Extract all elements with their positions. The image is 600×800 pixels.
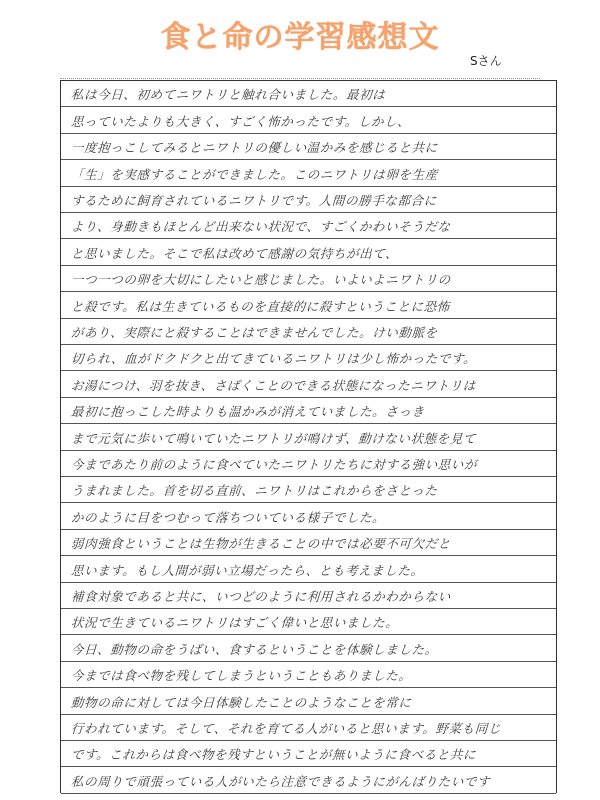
handwritten-line	[61, 345, 556, 371]
handwritten-line	[61, 266, 556, 292]
handwritten-line-text: 今日、動物の命をうばい、食するということを体験しました。	[70, 641, 439, 657]
handwritten-line	[61, 398, 556, 424]
handwritten-line-text: するために飼育されているニワトリです。人間の勝手な都合に	[70, 192, 438, 208]
handwritten-line-text: 切られ、血がドクドクと出てきているニワトリは少し怖かったです。	[70, 351, 477, 367]
handwritten-line	[61, 451, 556, 477]
handwritten-line	[61, 187, 556, 213]
handwritten-line	[61, 213, 556, 239]
handwritten-line-text: と殺です。私は生きているものを直接的に殺すということに恐怖	[70, 298, 451, 314]
handwritten-line-text: 状況で生きているニワトリはすごく偉いと思いました。	[70, 615, 399, 631]
handwritten-line	[61, 503, 556, 529]
handwritten-line-text: 私は今日、初めてニワトリと触れ合いました。最初は	[70, 87, 386, 103]
handwritten-line-text: 補食対象であると共に、いつどのように利用されるかわからない	[70, 588, 452, 604]
handwritten-line	[61, 609, 556, 635]
handwritten-line	[61, 424, 556, 450]
handwritten-line	[61, 134, 556, 160]
handwritten-line-text: 最初に抱っこした時よりも温かみが消えていました。さっき	[70, 404, 426, 420]
handwritten-line	[61, 556, 556, 582]
essay-title: 食と命の学習感想文	[160, 20, 440, 55]
handwritten-line	[61, 160, 556, 186]
handwritten-line	[61, 107, 556, 133]
handwritten-line	[61, 635, 556, 661]
handwritten-line	[61, 583, 556, 609]
handwritten-line-text: かのように目をつむって落ちついている様子でした。	[70, 509, 386, 525]
handwritten-line	[61, 767, 556, 793]
handwritten-line-text: まで元気に歩いて鳴いていたニワトリが鳴けず、動けない状態を見て	[70, 430, 477, 446]
handwritten-line	[61, 715, 556, 741]
handwritten-line	[61, 741, 556, 767]
handwritten-line	[61, 292, 556, 318]
lined-paper	[60, 80, 557, 793]
handwritten-line-text: 今までは食べ物を残してしまうということもありました。	[70, 668, 412, 684]
handwritten-line	[61, 662, 556, 688]
handwritten-line-text: 弱肉強食ということは生物が生きることの中では必要不可欠だと	[70, 536, 452, 552]
handwritten-line-text: 一度抱っこしてみるとニワトリの優しい温かみを感じると共に	[70, 140, 439, 156]
handwritten-line-text: うまれました。首を切る直前、ニワトリはこれからをさとった	[70, 483, 438, 499]
handwritten-line-text: 私の周りで頑張っている人がいたら注意できるようにがんばりたいです	[70, 773, 491, 789]
author-name: Sさん	[470, 54, 502, 68]
handwritten-line	[61, 319, 556, 345]
dotted-rule	[60, 74, 540, 79]
handwritten-line-text: 今まであたり前のように食べていたニワトリたちに対する強い思いが	[70, 456, 478, 472]
handwritten-line-text: です。これからは食べ物を残すということが無いように食べると共に	[70, 747, 477, 763]
handwritten-line-text: お湯につけ、羽を抜き、さばくことのできる状態になったニワトリは	[70, 377, 477, 393]
handwritten-line-text: があり、実際にと殺することはできませんでした。けい動脈を	[70, 324, 439, 340]
handwritten-line	[61, 477, 556, 503]
handwritten-line-text: 思います。もし人間が弱い立場だったら、とも考えました。	[70, 562, 425, 578]
handwritten-line-text: 一つ一つの卵を大切にしたいと感じました。いよいよニワトリの	[70, 272, 452, 288]
handwritten-line-text: 行われています。そして、それを育てる人がいると思います。野菜も同じ	[70, 720, 502, 736]
handwritten-line	[61, 239, 556, 265]
handwritten-line-text: 「生」を実感することができました。このニワトリは卵を生産	[70, 166, 439, 182]
handwritten-line	[61, 530, 556, 556]
handwritten-line-text: 動物の命に対しては今日体験したことのようなことを常に	[70, 694, 412, 710]
handwritten-line	[61, 688, 556, 714]
handwritten-line	[61, 371, 556, 397]
handwritten-line	[61, 81, 556, 107]
handwritten-line-text: 思っていたよりも大きく、すごく怖かったです。しかし、	[70, 113, 411, 129]
handwritten-line-text: と思いました。そこで私は改めて感謝の気持ちが出て、	[70, 245, 399, 261]
handwritten-line-text: より、身動きもほとんど出来ない状況で、すごくかわいそうだな	[70, 219, 452, 235]
